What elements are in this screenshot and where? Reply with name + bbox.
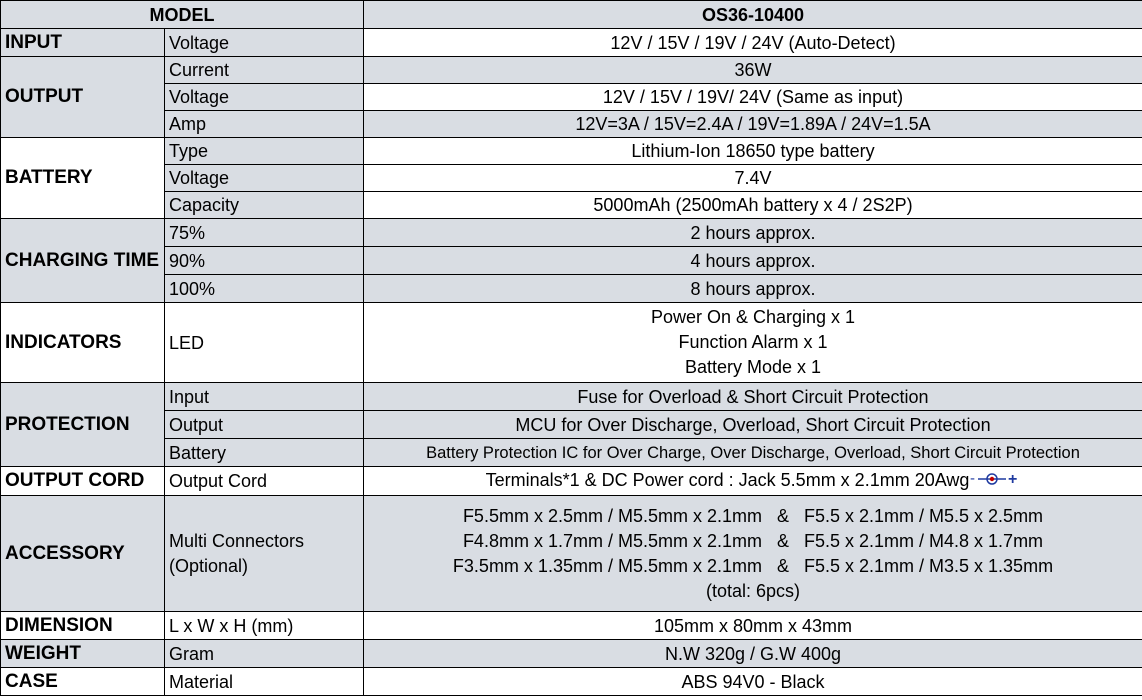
accessory-sub-line-1: Multi Connectors [169,530,305,551]
charging-100-row [1,275,1142,303]
output-current-row [1,57,1142,84]
indicators-row [1,303,1142,383]
output-cord-row [1,467,1142,496]
output-voltage-label: Voltage [165,84,364,111]
charging-90-row [1,247,1142,275]
dimension-label: DIMENSION [1,612,165,640]
charging-time-label: CHARGING TIME [1,219,165,303]
case-sub-label: Material [165,668,364,696]
model-label: MODEL [1,1,364,29]
case-value: ABS 94V0 - Black [364,668,1142,696]
indicator-line-1: Power On & Charging x 1 [650,307,856,327]
output-cord-label: OUTPUT CORD [1,467,165,496]
charging-75-row [1,219,1142,247]
output-current-value: 36W [364,57,1142,84]
protection-output-row [1,411,1142,439]
indicators-led-label: LED [165,303,364,383]
case-row [1,668,1142,696]
charging-90-value: 4 hours approx. [364,247,1142,275]
accessory-line-3: F3.5mm x 1.35mm / M5.5mm x 2.1mm & F5.5 x 2.1mm / M3.5 x 1.35mm [452,555,1054,576]
charging-75-label: 75% [165,219,364,247]
model-value: OS36-10400 [364,1,1142,29]
battery-type-label: Type [165,138,364,165]
protection-input-label: Input [165,383,364,411]
output-current-label: Current [165,57,364,84]
output-cord-value [364,467,1142,496]
output-amp-row [1,111,1142,138]
battery-capacity-row [1,192,1142,219]
case-label: CASE [1,668,165,696]
protection-output-value: MCU for Over Discharge, Overload, Short Circuit Protection [364,411,1142,439]
charging-100-label: 100% [165,275,364,303]
dimension-sub-label: L x W x H (mm) [165,612,364,640]
battery-capacity-value: 5000mAh (2500mAh battery x 4 / 2S2P) [364,192,1142,219]
dimension-value: 105mm x 80mm x 43mm [364,612,1142,640]
dc-jack-polarity-icon [970,470,1020,493]
accessory-row [1,496,1142,612]
output-cord-sub-label: Output Cord [165,467,364,496]
battery-label: BATTERY [1,138,165,219]
output-voltage-row [1,84,1142,111]
accessory-line-4: (total: 6pcs) [705,580,801,601]
indicator-line-2: Function Alarm x 1 [678,332,828,352]
battery-type-value: Lithium-Ion 18650 type battery [364,138,1142,165]
accessory-line-2: F4.8mm x 1.7mm / M5.5mm x 2.1mm & F5.5 x 2.1mm / M4.8 x 1.7mm [462,530,1044,551]
protection-input-row [1,383,1142,411]
input-row [1,29,1142,57]
protection-output-label: Output [165,411,364,439]
battery-type-row [1,138,1142,165]
input-label: INPUT [1,29,165,57]
battery-voltage-label: Voltage [165,165,364,192]
charging-75-value: 2 hours approx. [364,219,1142,247]
dimension-row [1,612,1142,640]
protection-battery-row [1,439,1142,467]
protection-input-value: Fuse for Overload & Short Circuit Protection [364,383,1142,411]
output-amp-label: Amp [165,111,364,138]
output-cord-text: Terminals*1 & DC Power cord : Jack 5.5mm x 2.1mm 20Awg [485,470,970,491]
indicators-label: INDICATORS [1,303,165,383]
battery-voltage-row [1,165,1142,192]
protection-label: PROTECTION [1,383,165,467]
output-label: OUTPUT [1,57,165,138]
output-amp-value: 12V=3A / 15V=2.4A / 19V=1.89A / 24V=1.5A [364,111,1142,138]
input-voltage-value: 12V / 15V / 19V / 24V (Auto-Detect) [364,29,1142,57]
accessory-sub-line-2: (Optional) [169,555,249,576]
protection-battery-value: Battery Protection IC for Over Charge, Over Discharge, Overload, Short Circuit Protection [364,439,1142,467]
accessory-value [364,496,1142,612]
weight-sub-label: Gram [165,640,364,668]
polarity-minus: - [970,469,976,487]
protection-battery-label: Battery [165,439,364,467]
battery-voltage-value: 7.4V [364,165,1142,192]
accessory-line-1: F5.5mm x 2.5mm / M5.5mm x 2.1mm & F5.5 x 2.1mm / M5.5 x 2.5mm [462,505,1044,526]
weight-value: N.W 320g / G.W 400g [364,640,1142,668]
output-voltage-value: 12V / 15V / 19V/ 24V (Same as input) [364,84,1142,111]
charging-100-value: 8 hours approx. [364,275,1142,303]
weight-label: WEIGHT [1,640,165,668]
polarity-plus: + [1008,470,1018,488]
battery-capacity-label: Capacity [165,192,364,219]
accessory-label: ACCESSORY [1,496,165,612]
header-row [1,1,1142,29]
indicators-value [364,303,1142,383]
weight-row [1,640,1142,668]
indicator-line-3: Battery Mode x 1 [684,357,822,377]
input-voltage-label: Voltage [165,29,364,57]
accessory-sub-label [165,496,364,612]
charging-90-label: 90% [165,247,364,275]
